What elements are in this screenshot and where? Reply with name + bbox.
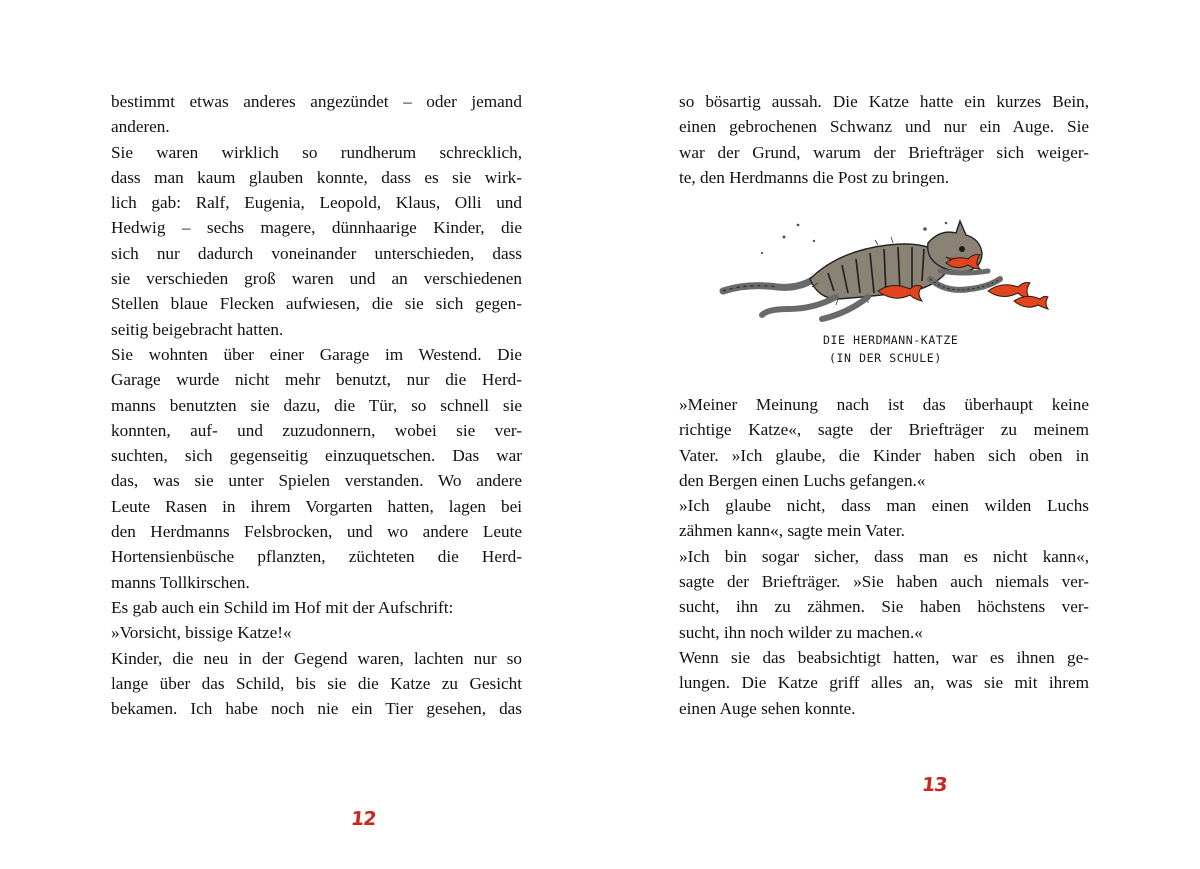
text-line: so bösartig aussah. Die Katze hatte ein kurzes Bein, — [679, 92, 1089, 111]
text-line: Leute Rasen in ihrem Vorgarten hatten, lagen bei — [111, 496, 522, 516]
text-line: konnten, auf- und zuzudonnern, wobei sie ver- — [111, 420, 522, 440]
cat-illustration — [718, 213, 1053, 378]
text-line: Sie wohnten über einer Garage im Westend. Die — [111, 344, 522, 364]
text-line: dass man kaum glauben konnte, dass es sie wirk- — [111, 167, 522, 187]
text-line: Hedwig – sechs magere, dünnhaarige Kinder, die — [111, 218, 522, 238]
text-line: Kinder, die neu in der Gegend waren, lachten nur so — [111, 648, 522, 668]
illustration-caption-line2: (IN DER SCHULE) — [829, 351, 942, 365]
text-line: anderen. — [111, 117, 170, 137]
right-page-text-bottom — [679, 392, 1089, 721]
text-line: Vater. »Ich glaube, die Kinder haben sich oben in — [679, 445, 1089, 465]
text-line: zähmen kann«, sagte mein Vater. — [679, 521, 905, 541]
illustration-caption-line1: DIE HERDMANN-KATZE — [823, 333, 959, 347]
text-line: sie verschieden groß waren und an verschiedenen — [111, 269, 522, 289]
text-line: lange über das Schild, bis sie die Katze zu Gesicht — [111, 673, 522, 693]
text-line: Sie waren wirklich so rundherum schrecklich, — [111, 142, 522, 162]
text-line: sucht, ihn zu zähmen. Sie haben höchstens ver- — [679, 597, 1089, 617]
text-line: sucht, ihn noch wilder zu machen.« — [679, 622, 923, 642]
text-line: »Vorsicht, bissige Katze!« — [111, 623, 292, 643]
text-line: bekamen. Ich habe noch nie ein Tier gesehen, das — [111, 699, 522, 719]
text-line: den Herdmanns Felsbrocken, und wo andere Leute — [111, 522, 522, 542]
text-line: manns benutzten sie dazu, die Tür, so schnell sie — [111, 395, 522, 415]
text-line: sagte der Briefträger. »Sie haben auch niemals ver- — [679, 572, 1089, 592]
right-page — [600, 0, 1200, 869]
text-line: Wenn sie das beabsichtigt hatten, war es ihnen ge- — [679, 647, 1089, 667]
text-line: das, was sie unter Spielen verstanden. Wo andere — [111, 471, 522, 491]
text-line: den Bergen einen Luchs gefangen.« — [679, 470, 926, 490]
page-number-right: 13 — [920, 774, 948, 796]
text-line: einen Auge sehen konnte. — [679, 698, 856, 718]
text-line: richtige Katze«, sagte der Briefträger zu meinem — [679, 420, 1089, 440]
text-line: einen gebrochenen Schwanz und nur ein Auge. Sie — [679, 117, 1089, 137]
text-line: lungen. Die Katze griff alles an, was sie mit ihrem — [679, 673, 1089, 693]
text-line: »Ich glaube nicht, dass man einen wilden Luchs — [679, 496, 1089, 516]
text-line: suchten, sich gegenseitig einzuquetschen. Das war — [111, 446, 522, 466]
text-line: war der Grund, warum der Briefträger sich weiger- — [679, 142, 1089, 162]
text-line: sich nur dadurch voneinander unterschieden, dass — [111, 243, 522, 263]
left-page-text — [111, 89, 522, 721]
text-line: bestimmt etwas anderes angezündet – oder jemand — [111, 92, 522, 111]
right-page-text-top — [679, 89, 1089, 190]
text-line: manns Tollkirschen. — [111, 572, 250, 592]
text-line: »Meiner Meinung nach ist das überhaupt keine — [679, 395, 1089, 414]
text-line: Es gab auch ein Schild im Hof mit der Aufschrift: — [111, 597, 454, 617]
text-line: Garage wurde nicht mehr benutzt, nur die Herd- — [111, 370, 522, 390]
text-line: Hortensienbüsche pflanzten, züchteten die Herd- — [111, 547, 522, 567]
text-line: »Ich bin sogar sicher, dass man es nicht kann«, — [679, 546, 1089, 566]
text-line: te, den Herdmanns die Post zu bringen. — [679, 167, 950, 187]
page-number-left: 12 — [349, 808, 377, 830]
text-line: lich gab: Ralf, Eugenia, Leopold, Klaus, Olli und — [111, 193, 522, 213]
text-line: seitig beigebracht hatten. — [111, 319, 284, 339]
cat-icon — [723, 221, 1000, 319]
text-line: Stellen blaue Flecken aufwiesen, die sie sich gegen- — [111, 294, 522, 314]
